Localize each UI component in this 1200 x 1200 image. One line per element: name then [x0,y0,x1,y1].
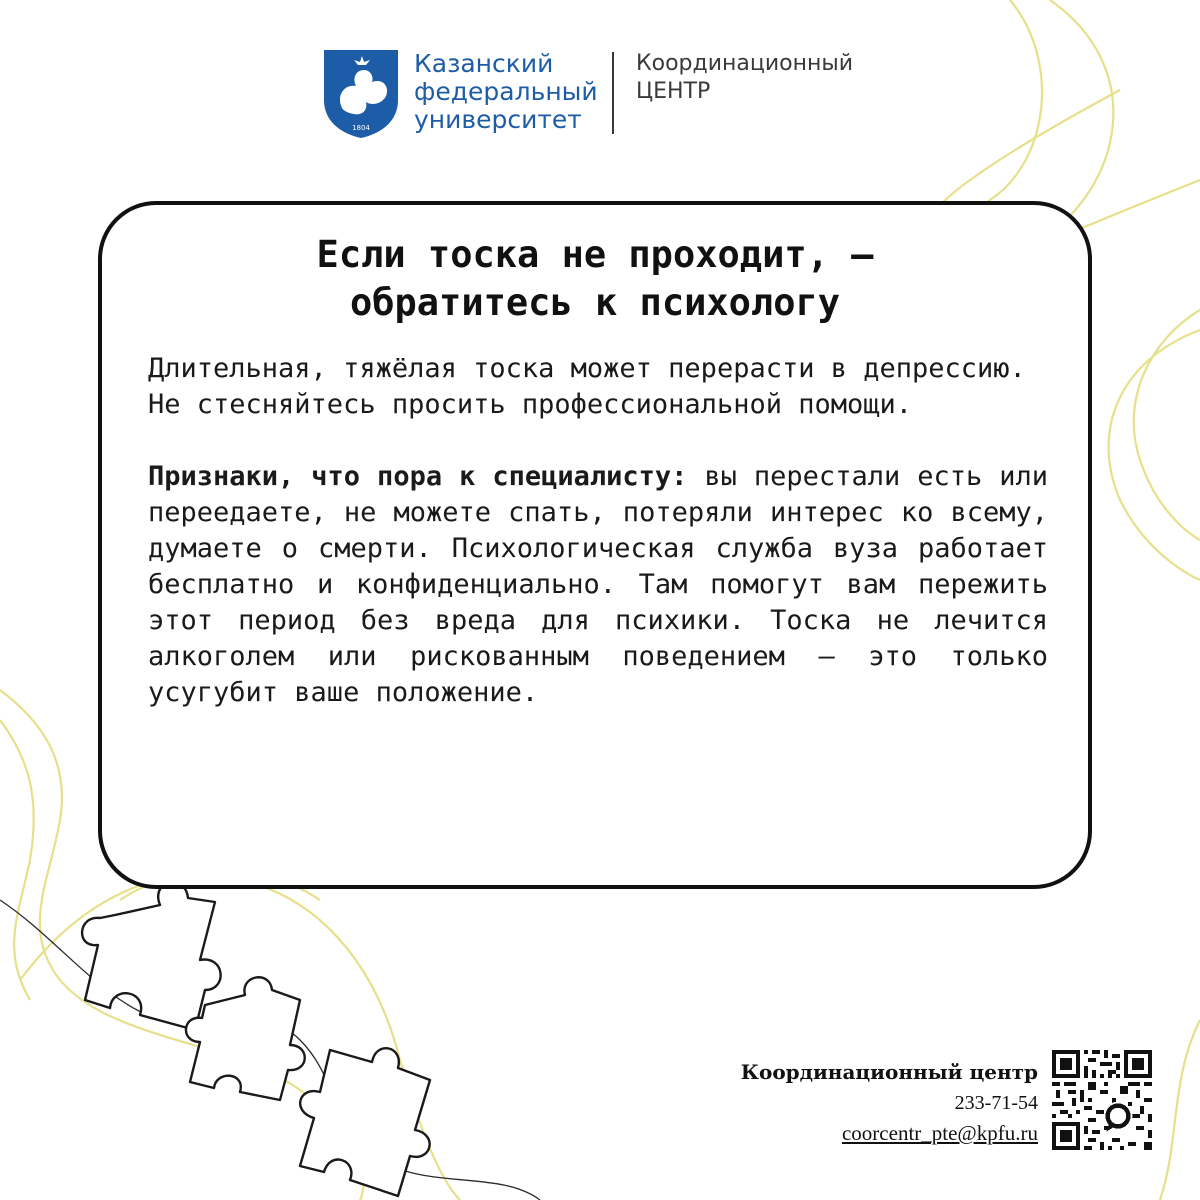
paragraph-signs [148,459,1048,711]
card-body [148,351,1048,711]
card-title [102,231,1088,327]
footer-phone[interactable]: 233-71-54 [954,1092,1038,1114]
footer-contacts [741,1056,1038,1148]
center-name-line: Координационный [636,51,854,76]
university-name-line: университет [414,105,582,134]
footer-email-link[interactable]: coorcentr_pte@kpfu.ru [841,1121,1038,1145]
signs-label: Признаки, что пора к специалисту: [148,461,688,492]
puzzle-pieces-icon [82,882,430,1196]
kfu-shield-logo-icon [322,48,400,140]
card-title-line: Если тоска не проходит, – [316,233,874,276]
shield-year: 1804 [352,124,370,132]
paragraph-help: Не стесняйтесь просить профессиональной помощи. [148,389,913,420]
university-name-line: федеральный [414,77,598,106]
paragraph-depression: Длительная, тяжёлая тоска может перерасти в депрессию. [148,353,1026,384]
qr-code-icon[interactable] [1052,1050,1152,1150]
footer-title: Координационный центр [740,1060,1038,1084]
paragraph-gap [148,423,1048,459]
info-card [98,201,1092,889]
center-name [636,50,853,106]
header-divider [612,52,614,134]
signs-text: вы перестали есть или переедаете, не можете спать, потеряли интерес ко всему, думаете о смерти. Психологическая служба вуза работает бесплатно и конфиденциально. Там помогут вам пережить этот период без вреда для психики. Тоска не лечится алкоголем или рискованным поведением – это только усугубит ваше положение. [148,461,1048,708]
university-name [414,50,598,134]
card-title-line: обратитесь к психологу [349,281,841,324]
university-name-line: Казанский [414,49,554,78]
header [322,48,882,136]
center-name-line: ЦЕНТР [636,79,711,104]
